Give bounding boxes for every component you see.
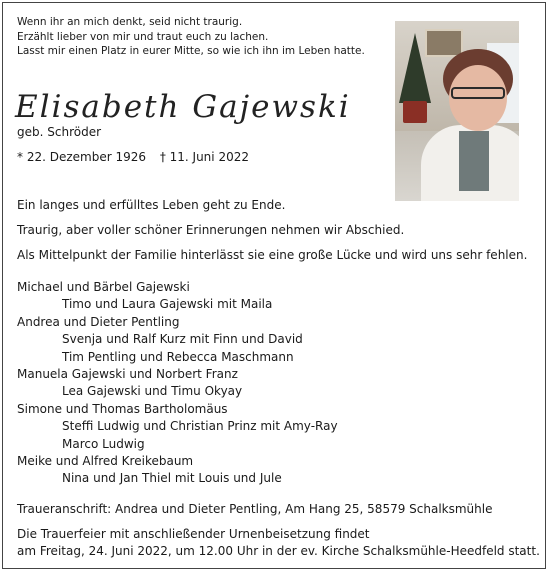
glasses [451, 87, 505, 99]
deceased-name: Elisabeth Gajewski [15, 89, 351, 125]
family-member: Meike und Alfred Kreikebaum [17, 454, 194, 469]
service-line: am Freitag, 24. Juni 2022, um 12.00 Uhr in der ev. Kirche Schalksmühle-Heedfeld statt. [17, 544, 540, 558]
family-member: Simone und Thomas Bartholomäus [17, 401, 228, 416]
birth-date: * 22. Dezember 1926 [17, 150, 146, 164]
obituary-card [2, 2, 546, 569]
portrait-photo [395, 21, 519, 201]
poem [17, 15, 397, 59]
shirt [459, 131, 489, 191]
poem-line: Wenn ihr an mich denkt, seid nicht traurig. [17, 16, 243, 28]
message-line: Traurig, aber voller schöner Erinnerungen nehmen wir Abschied. [17, 223, 405, 237]
family-member-child: Steffi Ludwig und Christian Prinz mit Amy-Ray [62, 419, 338, 434]
poem-line: Erzählt lieber von mir und traut euch zu lachen. [17, 30, 269, 43]
plant-pot [403, 101, 427, 123]
life-dates [17, 150, 249, 164]
christmas-tree [399, 33, 431, 103]
family-member: Michael und Bärbel Gajewski [17, 280, 190, 294]
family-member: Andrea und Dieter Pentling [17, 314, 180, 329]
maiden-name: geb. Schröder [17, 125, 102, 139]
farewell-message [17, 197, 527, 272]
message-line: Als Mittelpunkt der Familie hinterlässt sie eine große Lücke und wird uns sehr fehlen. [17, 248, 528, 262]
service-line: Die Trauerfeier mit anschließender Urnenbeisetzung findet [17, 527, 370, 541]
family-member-child: Marco Ludwig [62, 436, 145, 451]
family-list [17, 279, 338, 488]
family-member-child: Tim Pentling und Rebecca Maschmann [62, 349, 294, 364]
family-member-child: Svenja und Ralf Kurz mit Finn und David [62, 332, 303, 347]
family-member: Manuela Gajewski und Norbert Franz [17, 367, 238, 382]
family-member-child: Timo und Laura Gajewski mit Maila [62, 297, 273, 312]
family-member-child: Nina und Jan Thiel mit Louis und Jule [62, 471, 282, 486]
poem-line: Lasst mir einen Platz in eurer Mitte, so wie ich ihn im Leben hatte. [17, 45, 365, 57]
death-date: † 11. Juni 2022 [159, 150, 249, 164]
funeral-service [17, 526, 540, 560]
message-line: Ein langes und erfülltes Leben geht zu Ende. [17, 198, 286, 212]
mourning-address: Traueranschrift: Andrea und Dieter Pentling, Am Hang 25, 58579 Schalksmühle [17, 502, 493, 516]
family-member-child: Lea Gajewski und Timu Okyay [62, 384, 243, 399]
